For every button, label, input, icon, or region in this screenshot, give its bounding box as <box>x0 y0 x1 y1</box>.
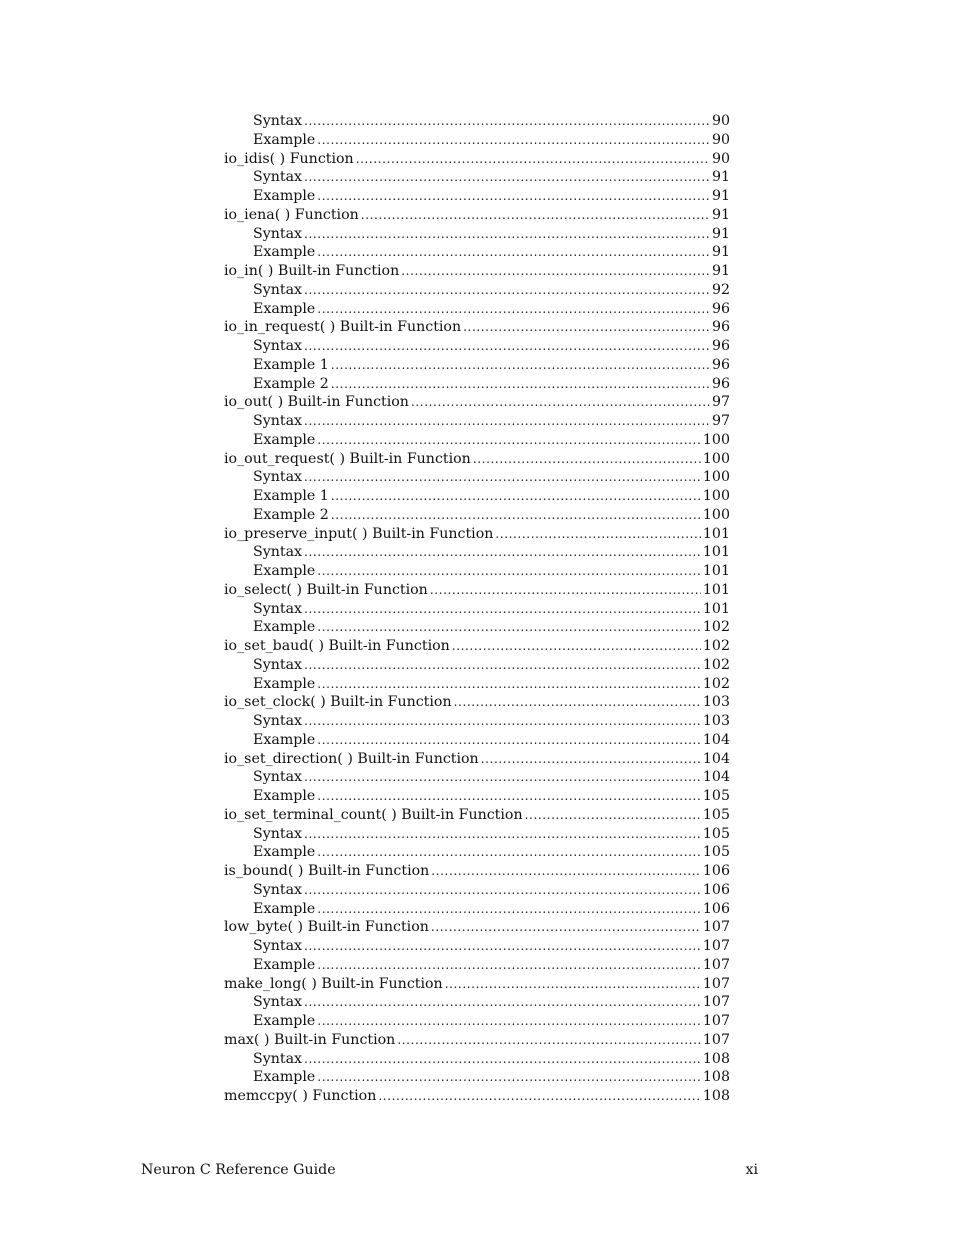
toc-subentry[interactable] <box>224 993 730 1012</box>
toc-entry-label: Example 1 <box>253 356 329 373</box>
toc-subentry[interactable] <box>224 243 730 262</box>
toc-dot-leader <box>452 637 701 656</box>
toc-subentry[interactable] <box>224 600 730 619</box>
toc-entry-label: Syntax <box>253 881 303 898</box>
toc-entry-page: 91 <box>711 225 730 242</box>
toc-subentry[interactable] <box>224 1068 730 1087</box>
toc-dot-leader <box>304 600 701 619</box>
toc-entry-label: Example <box>253 1069 316 1086</box>
toc-entry-page: 102 <box>702 656 730 673</box>
toc-entry-label: make_long( ) Built-in Function <box>224 975 443 992</box>
toc-dot-leader <box>397 1031 701 1050</box>
toc-dot-leader <box>304 656 701 675</box>
toc-entry-page: 103 <box>702 713 730 729</box>
toc-dot-leader <box>331 375 710 394</box>
toc-entry-label: io_set_direction( ) Built-in Function <box>224 750 479 767</box>
toc-entry[interactable] <box>224 693 730 712</box>
toc-subentry[interactable] <box>224 562 730 581</box>
toc-entry-label: low_byte( ) Built-in Function <box>224 919 429 936</box>
toc-entry-page: 91 <box>711 169 730 186</box>
table-of-contents <box>224 112 730 1106</box>
toc-dot-leader <box>356 150 710 169</box>
toc-entry-label: Syntax <box>253 169 303 186</box>
toc-entry-label: Syntax <box>253 600 303 617</box>
toc-subentry[interactable] <box>224 506 730 525</box>
toc-subentry[interactable] <box>224 468 730 487</box>
toc-dot-leader <box>463 318 710 337</box>
toc-entry[interactable] <box>224 806 730 825</box>
toc-entry[interactable] <box>224 975 730 994</box>
toc-entry[interactable] <box>224 750 730 769</box>
toc-entry-page: 104 <box>702 750 730 767</box>
toc-entry-label: Example <box>253 844 316 861</box>
toc-entry-label: Example <box>253 244 316 261</box>
toc-entry-page: 101 <box>702 581 730 598</box>
toc-entry-page: 107 <box>702 1013 730 1029</box>
toc-entry[interactable] <box>224 637 730 656</box>
toc-entry[interactable] <box>224 862 730 881</box>
toc-entry-label: io_select( ) Built-in Function <box>224 581 428 598</box>
toc-entry-page: 105 <box>702 788 730 804</box>
toc-subentry[interactable] <box>224 881 730 900</box>
toc-subentry[interactable] <box>224 712 730 731</box>
toc-dot-leader <box>304 712 701 731</box>
toc-entry-page: 107 <box>702 1031 730 1048</box>
footer-title: Neuron C Reference Guide <box>141 1162 336 1178</box>
toc-entry-page: 91 <box>711 263 730 279</box>
toc-dot-leader <box>317 731 701 750</box>
toc-dot-leader <box>304 281 710 300</box>
toc-entry-page: 101 <box>702 544 730 561</box>
toc-dot-leader <box>317 431 701 450</box>
toc-entry-label: Example <box>253 431 316 448</box>
toc-entry-label: Syntax <box>253 713 303 729</box>
toc-subentry[interactable] <box>224 656 730 675</box>
toc-entry[interactable] <box>224 450 730 469</box>
toc-entry-label: io_set_clock( ) Built-in Function <box>224 694 452 711</box>
toc-subentry[interactable] <box>224 675 730 694</box>
toc-entry-page: 97 <box>711 394 730 411</box>
toc-entry-page: 105 <box>702 806 730 823</box>
toc-entry-label: Syntax <box>253 469 303 486</box>
toc-entry[interactable] <box>224 1031 730 1050</box>
toc-entry-label: Example <box>253 788 316 804</box>
toc-entry-label: Syntax <box>253 113 303 129</box>
toc-dot-leader <box>525 806 701 825</box>
toc-dot-leader <box>430 581 701 600</box>
toc-entry-page: 96 <box>711 356 730 373</box>
toc-dot-leader <box>317 675 701 694</box>
toc-entry-page: 96 <box>711 375 730 392</box>
toc-dot-leader <box>317 618 701 637</box>
toc-dot-leader <box>317 562 701 581</box>
toc-entry-label: max( ) Built-in Function <box>224 1031 396 1048</box>
toc-subentry[interactable] <box>224 131 730 150</box>
toc-entry-page: 102 <box>702 619 730 636</box>
toc-entry-page: 100 <box>702 469 730 486</box>
toc-entry-label: Example <box>253 563 316 579</box>
toc-entry-page: 107 <box>702 956 730 973</box>
toc-dot-leader <box>361 206 710 225</box>
toc-dot-leader <box>445 975 701 994</box>
toc-subentry[interactable] <box>224 356 730 375</box>
toc-entry-label: Syntax <box>253 281 303 298</box>
toc-entry-page: 108 <box>702 1069 730 1086</box>
toc-entry-page: 96 <box>711 319 730 336</box>
toc-dot-leader <box>304 881 701 900</box>
toc-entry[interactable] <box>224 525 730 544</box>
toc-entry[interactable] <box>224 318 730 337</box>
toc-entry-label: Syntax <box>253 544 303 561</box>
toc-dot-leader <box>317 131 710 150</box>
toc-subentry[interactable] <box>224 825 730 844</box>
toc-entry-page: 106 <box>702 863 730 879</box>
toc-dot-leader <box>317 956 701 975</box>
toc-entry-page: 100 <box>702 431 730 448</box>
toc-entry-page: 106 <box>702 881 730 898</box>
toc-dot-leader <box>304 768 701 787</box>
toc-entry[interactable] <box>224 150 730 169</box>
toc-dot-leader <box>304 825 701 844</box>
toc-entry-label: Example <box>253 131 316 148</box>
toc-dot-leader <box>378 1087 701 1106</box>
toc-entry-label: Example <box>253 956 316 973</box>
toc-entry-page: 101 <box>702 525 730 542</box>
toc-subentry[interactable] <box>224 375 730 394</box>
toc-subentry[interactable] <box>224 487 730 506</box>
toc-subentry[interactable] <box>224 225 730 244</box>
toc-entry-page: 105 <box>702 825 730 842</box>
toc-dot-leader <box>317 1012 701 1031</box>
toc-dot-leader <box>454 693 701 712</box>
toc-dot-leader <box>331 356 710 375</box>
toc-entry-label: Syntax <box>253 825 303 842</box>
toc-subentry[interactable] <box>224 300 730 319</box>
toc-entry-page: 103 <box>702 694 730 711</box>
toc-entry-label: Example 2 <box>253 506 329 523</box>
toc-entry[interactable] <box>224 262 730 281</box>
toc-entry-page: 107 <box>702 994 730 1011</box>
toc-dot-leader <box>317 843 701 862</box>
toc-subentry[interactable] <box>224 112 730 131</box>
toc-entry-label: io_preserve_input( ) Built-in Function <box>224 525 494 542</box>
toc-entry-label: is_bound( ) Built-in Function <box>224 863 430 879</box>
toc-entry-label: io_idis( ) Function <box>224 150 354 167</box>
toc-entry-page: 90 <box>711 113 730 129</box>
toc-subentry[interactable] <box>224 768 730 787</box>
toc-entry-label: Syntax <box>253 1050 303 1067</box>
toc-entry-label: io_out_request( ) Built-in Function <box>224 450 471 467</box>
toc-subentry[interactable] <box>224 1050 730 1069</box>
toc-entry[interactable] <box>224 581 730 600</box>
toc-entry-page: 91 <box>711 206 730 223</box>
toc-entry-label: io_in_request( ) Built-in Function <box>224 319 462 336</box>
toc-dot-leader <box>304 112 710 131</box>
toc-entry-label: Example <box>253 619 316 636</box>
toc-subentry[interactable] <box>224 787 730 806</box>
toc-dot-leader <box>331 506 701 525</box>
toc-entry-page: 90 <box>711 131 730 148</box>
toc-dot-leader <box>304 1050 701 1069</box>
toc-entry-label: Syntax <box>253 338 303 354</box>
toc-entry-label: io_set_baud( ) Built-in Function <box>224 638 450 654</box>
toc-dot-leader <box>317 300 710 319</box>
toc-dot-leader <box>331 487 701 506</box>
toc-subentry[interactable] <box>224 168 730 187</box>
toc-entry-label: Syntax <box>253 225 303 242</box>
toc-dot-leader <box>317 787 701 806</box>
toc-dot-leader <box>304 225 710 244</box>
toc-subentry[interactable] <box>224 618 730 637</box>
toc-subentry[interactable] <box>224 731 730 750</box>
toc-entry-page: 104 <box>702 769 730 786</box>
toc-subentry[interactable] <box>224 412 730 431</box>
toc-entry-label: Example <box>253 300 316 317</box>
toc-entry-label: Example <box>253 188 316 204</box>
toc-entry-page: 100 <box>702 506 730 523</box>
toc-dot-leader <box>304 468 701 487</box>
toc-entry-page: 100 <box>702 488 730 504</box>
toc-entry-label: Example <box>253 731 316 748</box>
toc-dot-leader <box>411 393 710 412</box>
toc-entry-label: io_set_terminal_count( ) Built-in Function <box>224 806 523 823</box>
toc-entry-page: 96 <box>711 300 730 317</box>
toc-dot-leader <box>401 262 710 281</box>
toc-entry-page: 102 <box>702 675 730 692</box>
toc-dot-leader <box>317 243 710 262</box>
toc-entry-page: 108 <box>702 1050 730 1067</box>
toc-dot-leader <box>317 187 710 206</box>
page-footer <box>141 1160 758 1180</box>
toc-entry-page: 100 <box>702 450 730 467</box>
toc-entry-page: 101 <box>702 600 730 617</box>
toc-entry-label: Syntax <box>253 769 303 786</box>
toc-entry-page: 108 <box>702 1088 730 1104</box>
toc-subentry[interactable] <box>224 1012 730 1031</box>
toc-entry-label: io_in( ) Built-in Function <box>224 263 400 279</box>
toc-entry-label: Syntax <box>253 938 303 954</box>
toc-entry-page: 91 <box>711 188 730 204</box>
toc-dot-leader <box>495 525 701 544</box>
toc-entry-page: 107 <box>702 938 730 954</box>
toc-dot-leader <box>304 543 701 562</box>
toc-subentry[interactable] <box>224 900 730 919</box>
toc-entry[interactable] <box>224 393 730 412</box>
toc-entry-page: 91 <box>711 244 730 261</box>
toc-dot-leader <box>473 450 701 469</box>
toc-entry-page: 104 <box>702 731 730 748</box>
toc-entry-page: 106 <box>702 900 730 917</box>
toc-entry-page: 102 <box>702 638 730 654</box>
toc-dot-leader <box>317 1068 701 1087</box>
toc-entry-label: io_iena( ) Function <box>224 206 359 223</box>
toc-entry-label: Example <box>253 900 316 917</box>
toc-entry-page: 105 <box>702 844 730 861</box>
toc-entry-page: 97 <box>711 413 730 429</box>
toc-dot-leader <box>304 337 710 356</box>
toc-entry-label: Example 1 <box>253 488 329 504</box>
toc-entry-label: Syntax <box>253 656 303 673</box>
toc-entry[interactable] <box>224 206 730 225</box>
toc-dot-leader <box>304 937 701 956</box>
toc-entry-label: memccpy( ) Function <box>224 1088 377 1104</box>
toc-subentry[interactable] <box>224 281 730 300</box>
toc-subentry[interactable] <box>224 937 730 956</box>
toc-entry-page: 101 <box>702 563 730 579</box>
toc-entry-page: 92 <box>711 281 730 298</box>
toc-dot-leader <box>431 918 701 937</box>
toc-subentry[interactable] <box>224 843 730 862</box>
toc-entry-page: 96 <box>711 338 730 354</box>
toc-subentry[interactable] <box>224 543 730 562</box>
toc-dot-leader <box>304 168 710 187</box>
toc-subentry[interactable] <box>224 431 730 450</box>
toc-entry-label: Example <box>253 1013 316 1029</box>
toc-dot-leader <box>304 412 710 431</box>
toc-entry-page: 107 <box>702 975 730 992</box>
toc-subentry[interactable] <box>224 187 730 206</box>
toc-subentry[interactable] <box>224 337 730 356</box>
toc-subentry[interactable] <box>224 956 730 975</box>
toc-entry-label: Example 2 <box>253 375 329 392</box>
toc-entry-label: Example <box>253 675 316 692</box>
toc-entry-label: Syntax <box>253 413 303 429</box>
toc-dot-leader <box>304 993 701 1012</box>
toc-entry-page: 107 <box>702 919 730 936</box>
toc-entry[interactable] <box>224 918 730 937</box>
toc-entry-label: io_out( ) Built-in Function <box>224 394 409 411</box>
toc-dot-leader <box>481 750 701 769</box>
toc-dot-leader <box>317 900 701 919</box>
toc-entry[interactable] <box>224 1087 730 1106</box>
toc-entry-page: 90 <box>711 150 730 167</box>
footer-page-number: xi <box>745 1162 758 1178</box>
toc-dot-leader <box>431 862 701 881</box>
toc-entry-label: Syntax <box>253 994 303 1011</box>
